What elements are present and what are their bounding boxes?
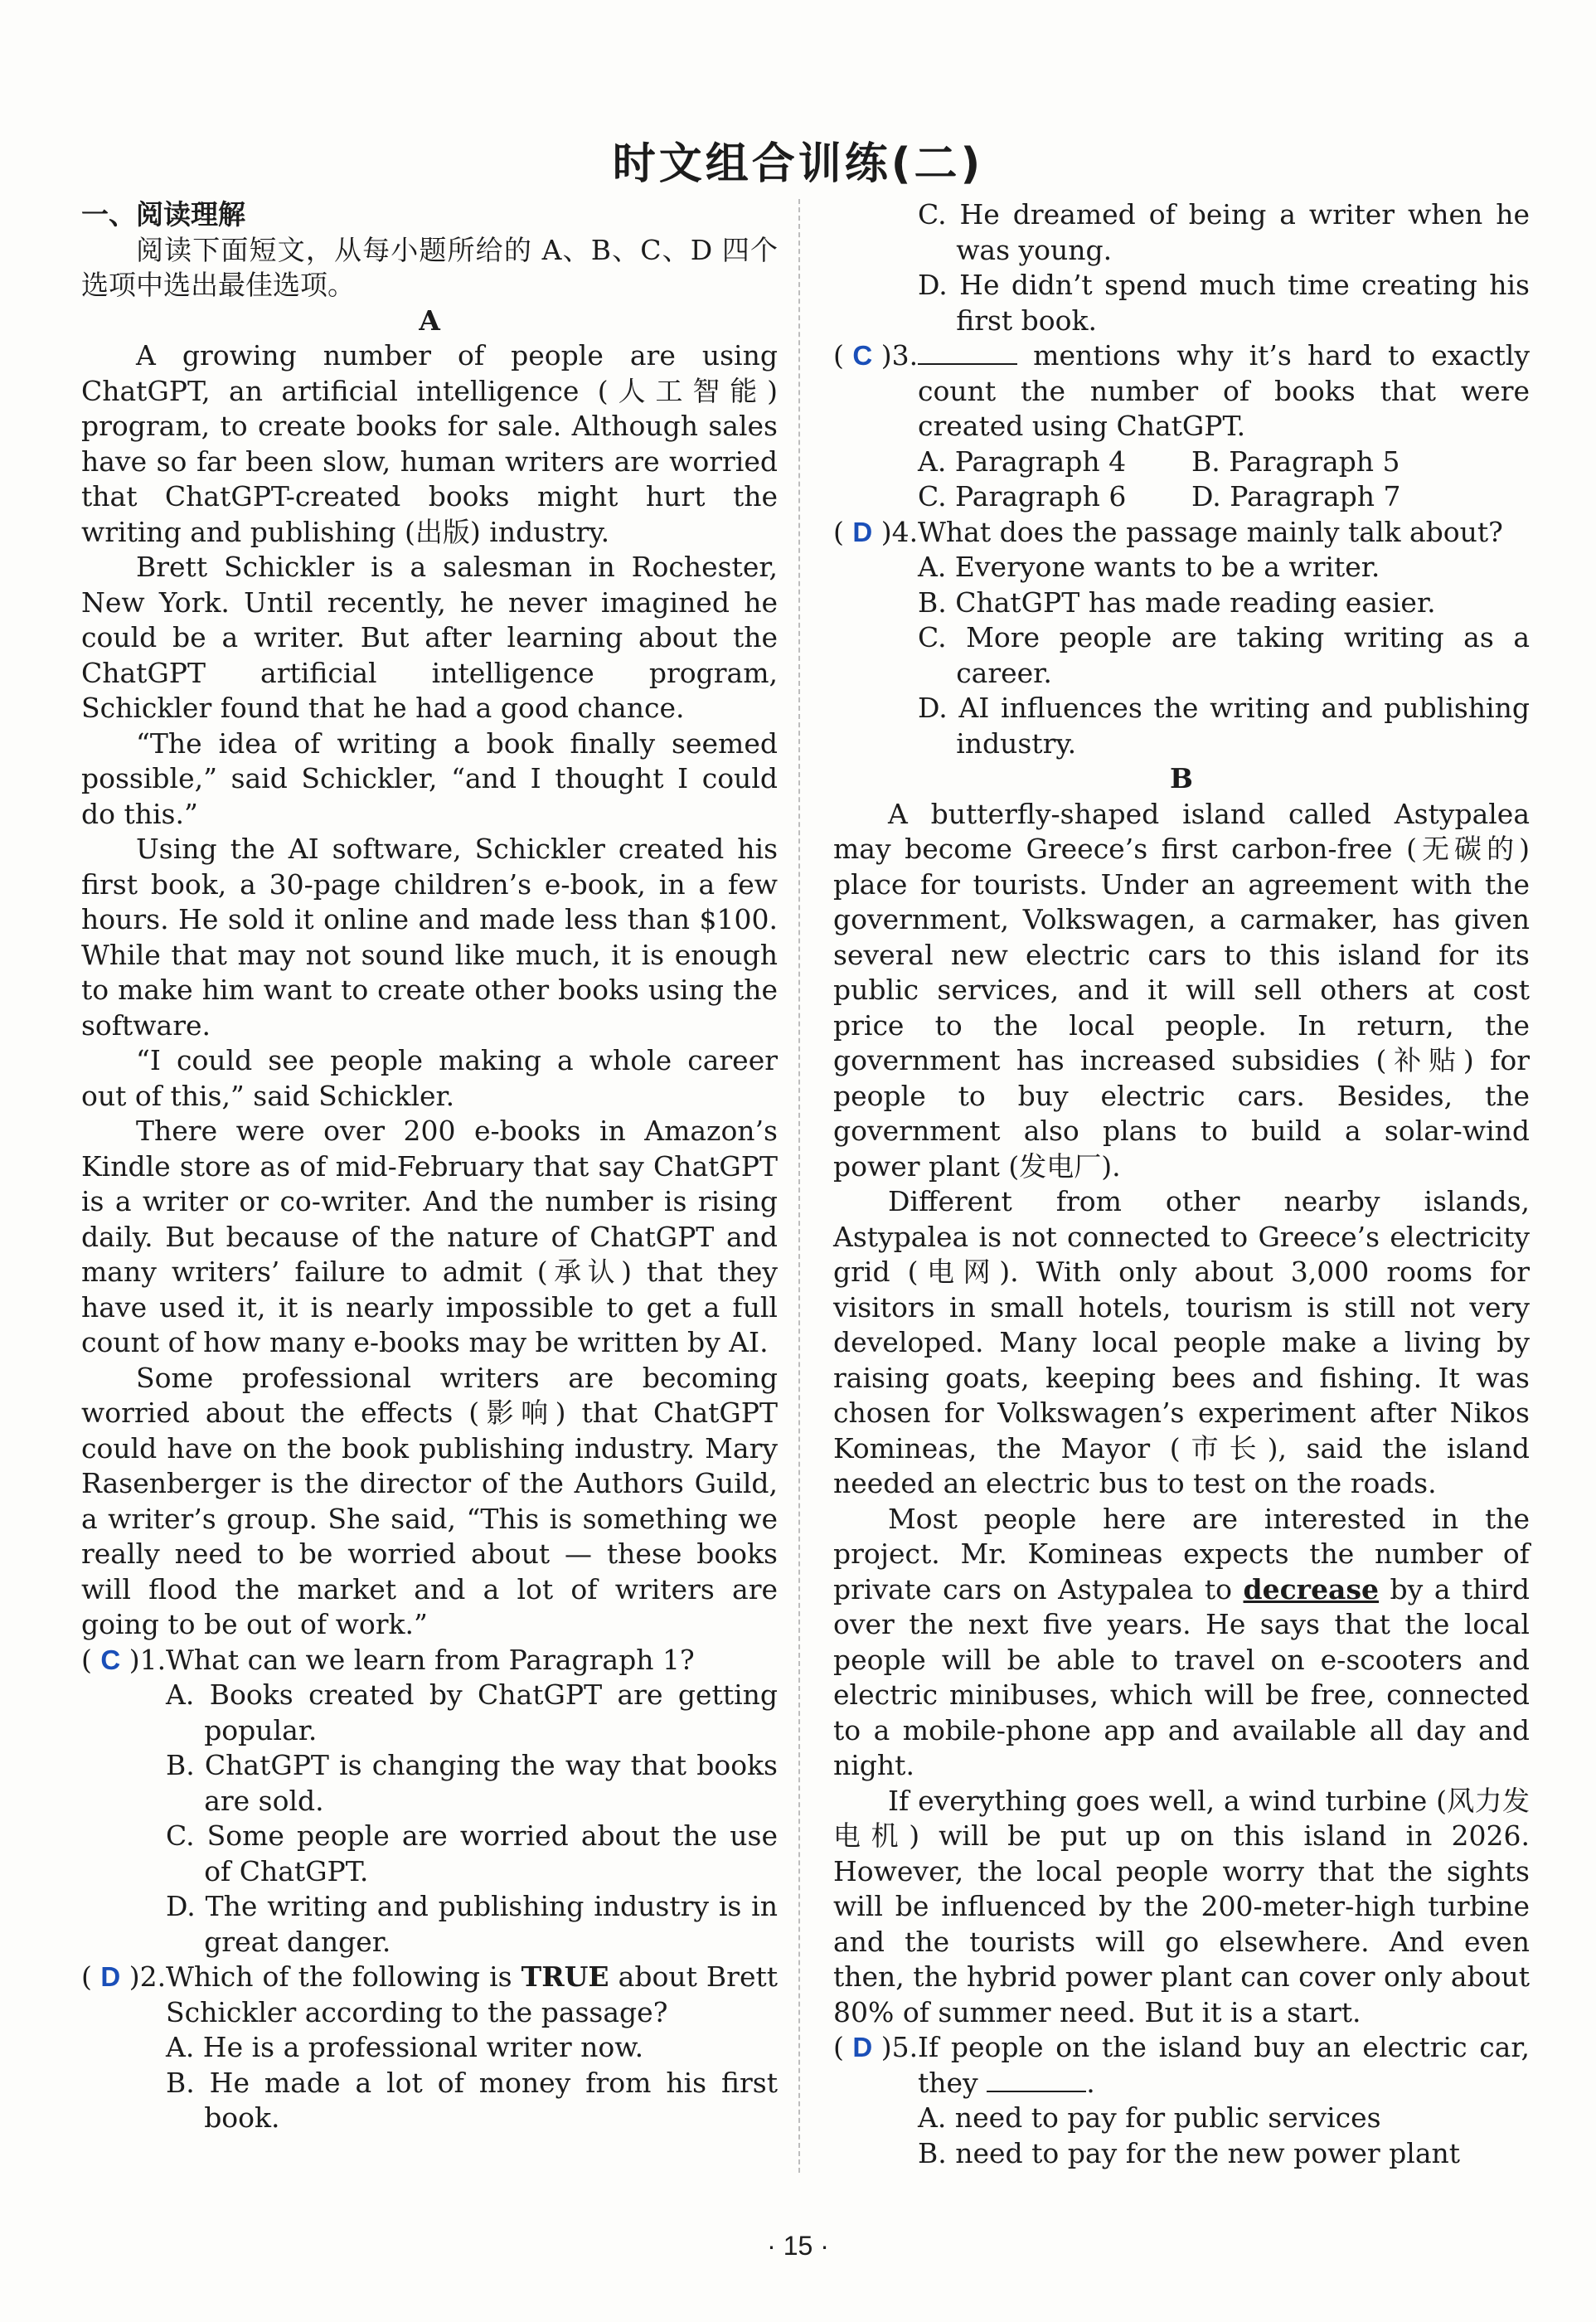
passage-a-paragraph: “I could see people making a whole career out of this,” said Schickler.	[81, 1044, 778, 1112]
option-row	[918, 479, 1530, 515]
right-column	[833, 197, 1530, 2171]
option: B. ChatGPT has made reading easier.	[918, 585, 1436, 619]
passage-a-paragraph: Some professional writers are becoming worried about the effects (影响) that ChatGPT could have on the book publishing industry. Mary Rasenberger is the director of the Authors Guild, a writer’s group. She said, “This is something we really need to be worried about — these books will flood the market and a lot of writers are going to be out of work.”	[81, 1361, 778, 1640]
option: B. Paragraph 5	[1191, 444, 1400, 478]
answer-5: D	[852, 2032, 873, 2062]
answer-blank[interactable]	[987, 2066, 1086, 2092]
highlighted-word: decrease	[1243, 1572, 1380, 1605]
passage-b-paragraph: Different from other nearby islands, Astypalea is not connected to Greece’s electricity grid (电网). With only about 3,000 rooms for visitors in small hotels, tourism is still not very developed. Many local people make a living by raising goats, keeping bees and fishing. It was chosen for Volkswagen’s experiment after Nikos Komineas, the Mayor (市长), said the island needed an electric bus to test on the roads.	[833, 1185, 1530, 1499]
passage-b-label: B	[1170, 762, 1193, 794]
option: C. He dreamed of being a writer when he was young.	[918, 198, 1530, 266]
answer-3: C	[852, 340, 873, 371]
question-1: ( C )1. What can we learn from Paragraph 1?	[81, 1643, 778, 1678]
question-2-text: Which of the following is TRUE about Brett Schickler according to the passage?	[166, 1960, 778, 2028]
option: B. He made a lot of money from his first book.	[166, 2066, 778, 2134]
instructions: 阅读下面短文，从每小题所给的 A、B、C、D 四个选项中选出最佳选项。	[81, 233, 778, 301]
question-5-text: If people on the island buy an electric car, they .	[918, 2031, 1530, 2099]
option: D. Paragraph 7	[1191, 480, 1401, 512]
question-3: ( C )3. mentions why it’s hard to exactly count the number of books that were created using ChatGPT.	[833, 338, 1530, 444]
answer-2: D	[100, 1961, 121, 1992]
passage-a-paragraph: Using the AI software, Schickler created his first book, a 30-page children’s e-book, in a few hours. He sold it online and made less than $100. While that may not sound like much, it is enough to make him want to create other books using the software.	[81, 833, 778, 1042]
question-5: ( D )5. If people on the island buy an electric car, they .	[833, 2030, 1530, 2101]
option-row	[918, 444, 1530, 480]
passage-b-paragraph: A butterfly-shaped island called Astypalea may become Greece’s first carbon-free (无碳的) place for tourists. Under an agreement with the government, Volkswagen, a carmaker, has given several new electric cars to this island for its public services, and it will sell others at cost price to the local people. In return, the government has increased subsidies (补贴) for people to buy electric cars. Besides, the government also plans to build a solar-wind power plant (发电厂).	[833, 797, 1530, 1183]
page-number: · 15 ·	[767, 2231, 829, 2261]
section-title: 一、阅读理解	[81, 198, 245, 231]
passage-b-paragraph: If everything goes well, a wind turbine (风力发电机) will be put up on this island in 2026. However, the local people worry that the sights will be influenced by the 200-meter-high turbine and the tourists will go elsewhere. And even then, the hybrid power plant can cover only about 80% of summer need. But it is a start.	[833, 1784, 1530, 2028]
option: C. Some people are worried about the use of ChatGPT.	[166, 1819, 778, 1887]
passage-a-paragraph: “The idea of writing a book finally seemed possible,” said Schickler, “and I thought I could do this.”	[81, 726, 778, 830]
passage-a-paragraph: There were over 200 e-books in Amazon’s Kindle store as of mid-February that say ChatGPT is a writer or co-writer. And the number is rising daily. But because of the nature of ChatGPT and many writers’ failure to admit (承认) that they have used it, it is nearly impossible to get a full count of how many e-books may be written by AI.	[81, 1115, 778, 1358]
option: D. AI influences the writing and publishing industry.	[918, 692, 1530, 760]
question-4: ( D )4. What does the passage mainly talk about?	[833, 515, 1530, 551]
option: A. need to pay for public services	[918, 2101, 1381, 2134]
left-column	[81, 197, 778, 2136]
question-1-text: What can we learn from Paragraph 1?	[166, 1643, 695, 1676]
option: D. He didn’t spend much time creating his first book.	[918, 269, 1530, 337]
question-3-text: mentions why it’s hard to exactly count the number of books that were created using ChatGPT.	[918, 339, 1530, 442]
passage-a-paragraph: Brett Schickler is a salesman in Rochester, New York. Until recently, he never imagined he could be a writer. But after learning about the ChatGPT artificial intelligence program, Schickler found that he had a good chance.	[81, 551, 778, 724]
answer-1: C	[100, 1644, 121, 1675]
option: A. Paragraph 4	[918, 444, 1127, 478]
option: C. Paragraph 6	[918, 480, 1127, 512]
option: D. The writing and publishing industry is in great danger.	[166, 1890, 778, 1958]
option: B. need to pay for the new power plant	[918, 2136, 1461, 2169]
passage-a-paragraph: A growing number of people are using ChatGPT, an artificial intelligence (人工智能) program, to create books for sale. Although sales have so far been slow, human writers are worried that ChatGPT-created books might hurt the writing and publishing (出版) industry.	[81, 339, 778, 548]
page-title: 时文组合训练(二)	[612, 139, 984, 189]
option: B. ChatGPT is changing the way that books are sold.	[166, 1749, 778, 1817]
passage-b-paragraph: Most people here are interested in the project. Mr. Komineas expects the number of private cars on Astypalea to decrease by a third over the next five years. He says that the local people will be able to travel on e-scooters and electric minibuses, which will be free, connected to a mobile-phone app and available all day and night.	[833, 1502, 1530, 1781]
option: A. He is a professional writer now.	[166, 2031, 644, 2063]
option: C. More people are taking writing as a career.	[918, 621, 1530, 689]
answer-blank[interactable]	[918, 338, 1017, 365]
option: A. Everyone wants to be a writer.	[918, 551, 1380, 583]
passage-a-label: A	[419, 304, 440, 337]
column-divider	[798, 199, 800, 2173]
option: A. Books created by ChatGPT are getting popular.	[166, 1678, 778, 1746]
question-2: ( D )2. Which of the following is TRUE about Brett Schickler according to the passage?	[81, 1960, 778, 2030]
question-4-text: What does the passage mainly talk about?	[918, 515, 1503, 548]
answer-4: D	[852, 516, 873, 547]
